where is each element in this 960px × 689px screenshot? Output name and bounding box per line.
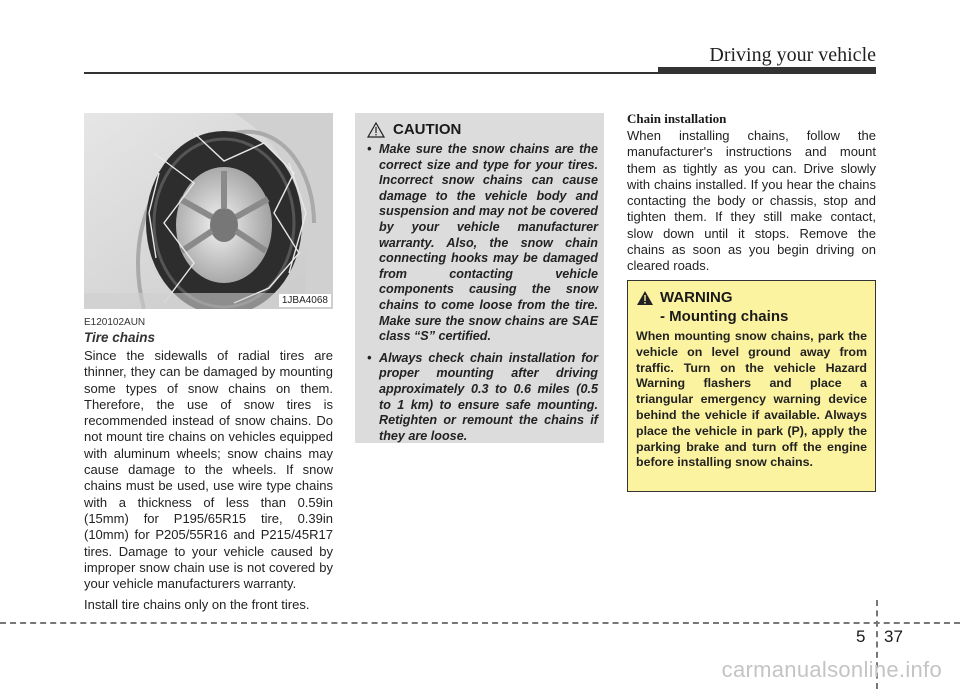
- caution-box: [355, 113, 604, 443]
- paragraph: Since the sidewalls of radial tires are thinner, they can be damaged by mounting some types of snow chains on them. Therefore, the use of snow tires is recommended instead of snow chains. Do not mount tire chains on vehicles equipped with aluminum wheels; snow chains may cause damage to the wheels. If snow chains must be used, use wire type chains with a thickness of less than 0.59in (15mm) for P195/65R15 tire, 0.39in (10mm) for P205/55R16 and P215/45R17 tires. Damage to your vehicle caused by improper snow chain use is not covered by your vehicle manufacturers warranty.: [84, 348, 333, 592]
- chapter-number: 5: [856, 627, 866, 646]
- header-rule-accent: [658, 67, 876, 72]
- warning-title: WARNING: [660, 289, 733, 306]
- paragraph: Install tire chains only on the front tires.: [84, 597, 310, 613]
- warning-text: When mounting snow chains, park the vehicle on level ground away from traffic. Turn on the vehicle Hazard Warning flashers and place a triangular emergency warning device behind the vehicle if available. Always place the vehicle in park (P), apply the parking brake and turn off the engine before installing snow chains.: [636, 329, 867, 470]
- warning-subtitle: - Mounting chains: [660, 308, 789, 325]
- caution-triangle-icon: [367, 122, 385, 138]
- tire-chains-body: [84, 348, 333, 619]
- warning-header: [636, 289, 867, 306]
- image-code: 1JBA4068: [279, 294, 331, 307]
- header-rule: [84, 72, 876, 74]
- caution-title: CAUTION: [393, 121, 462, 138]
- caution-item: • Make sure the snow chains are the correct size and type for your tires. Incorrect snow chains can cause damage to the vehicle body and suspension and may not be covered by your vehicle manufacturer warranty. Also, the snow chain connecting hooks may be damaged from contacting vehicle components causing the snow chains to come loose from the tire. Make sure the snow chains are SAE class “S” certified.: [367, 142, 598, 344]
- footer-rule: [0, 622, 960, 624]
- warning-box: [627, 280, 876, 492]
- tire-chain-image: [84, 113, 333, 309]
- caution-header: [367, 121, 598, 138]
- section-code: E120102AUN: [84, 317, 146, 328]
- tire-chain-illustration: [84, 113, 333, 309]
- chain-installation-heading: Chain installation: [627, 111, 727, 126]
- tire-chains-heading: Tire chains: [84, 330, 156, 345]
- chain-installation-body: When installing chains, follow the manufacturer's instructions and mount them as tightly as you can. Drive slowly with chains installed. If you hear the chains contacting the body or chassis, stop and tighten them. If they still make contact, slow down until it stops. Remove the chains as soon as you begin driving on cleared roads.: [627, 128, 876, 274]
- watermark: carmanualsonline.info: [721, 657, 942, 682]
- caution-item: • Always check chain installation for proper mounting after driving approximately 0.3 to 0.6 miles (0.5 to 1 km) to ensure safe mounting. Retighten or remount the chains if they are loose.: [367, 350, 598, 443]
- page-number: 37: [884, 627, 903, 646]
- page-header-title: Driving your vehicle: [709, 44, 876, 66]
- warning-triangle-icon: [636, 290, 654, 306]
- caution-list: [367, 142, 598, 444]
